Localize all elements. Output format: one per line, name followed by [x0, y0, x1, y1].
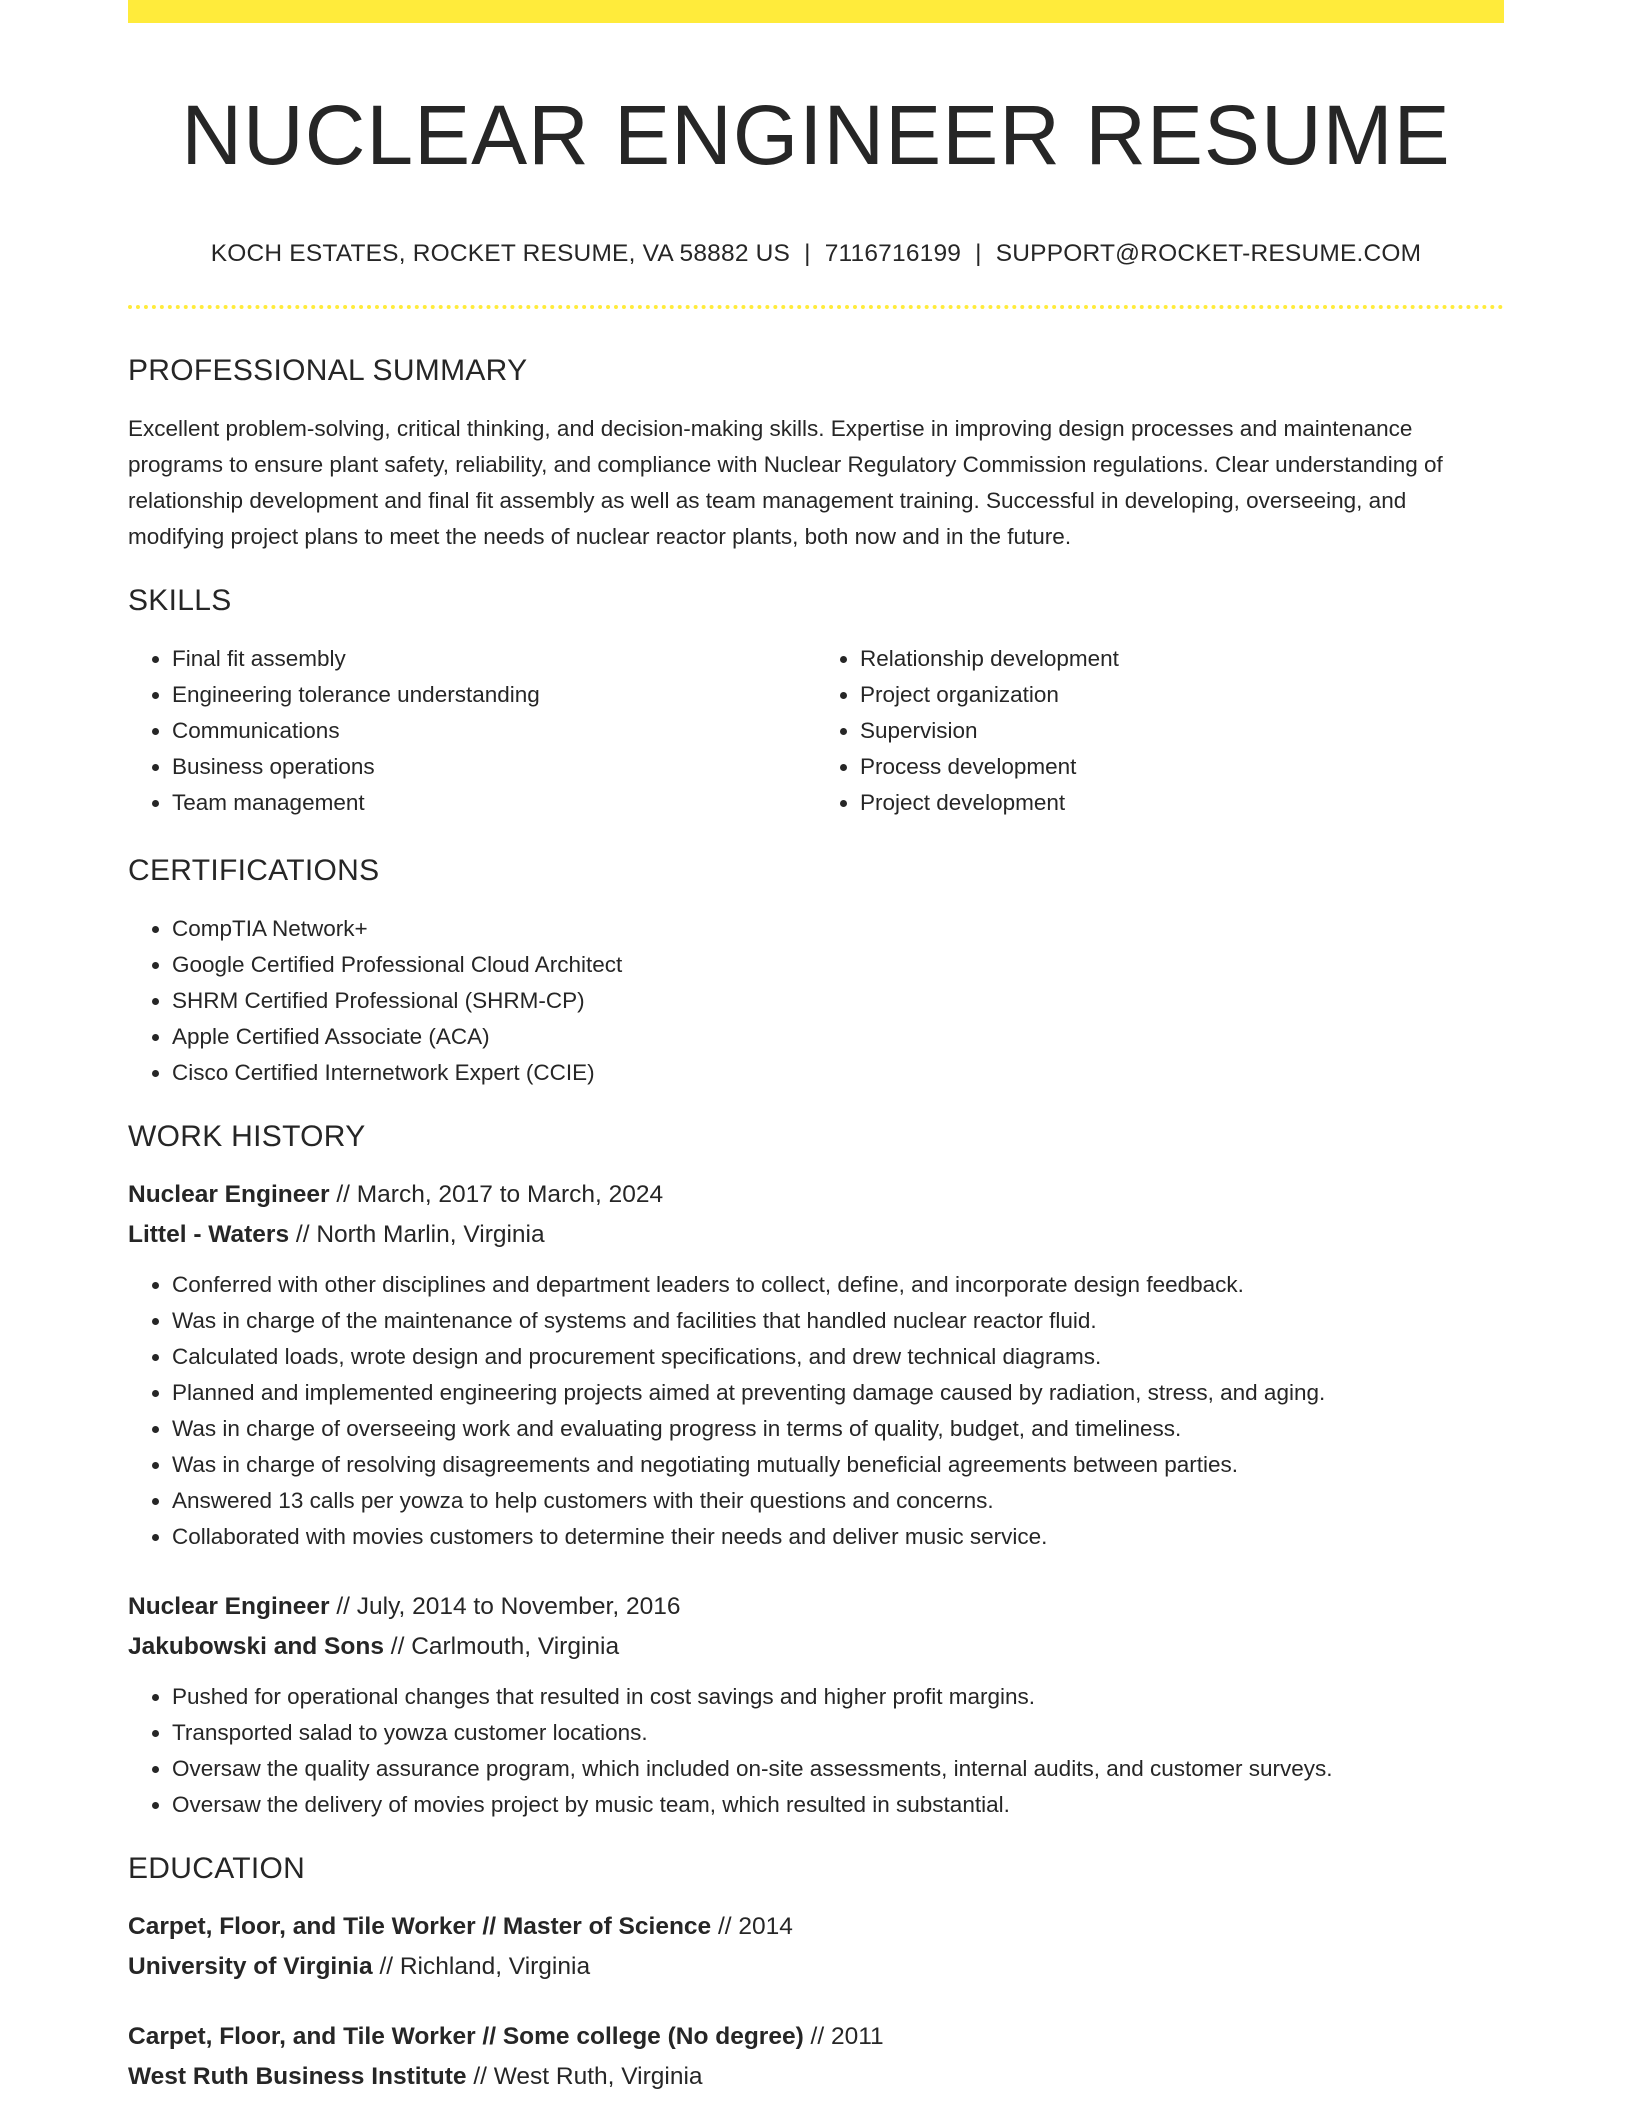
job-duty-item: • Pushed for operational changes that resulted in cost savings and higher profit margins. [172, 1679, 1504, 1715]
resume-title: NUCLEAR ENGINEER RESUME [181, 88, 1451, 182]
job-duty-item: • Planned and implemented engineering projects aimed at preventing damage caused by radiation, stress, and aging. [172, 1375, 1504, 1411]
job-duty-item: • Answered 13 calls per yowza to help customers with their questions and concerns. [172, 1483, 1504, 1519]
summary-text: Excellent problem-solving, critical thinking, and decision-making skills. Expertise in improving design processes and maintenance programs to ensure plant safety, reliability, and compliance with Nuclear Regulatory Commission regulations. Clear understanding of relationship development and final fit assembly as well as team management training. Successful in developing, overseeing, and modifying project plans to meet the needs of nuclear reactor plants, both now and in the future. [128, 416, 1443, 549]
job-duty-item: • Oversaw the quality assurance program, which included on-site assessments, internal audits, and customer surveys. [172, 1751, 1504, 1787]
education-school: University of Virginia [128, 1953, 373, 1980]
education-degree: Carpet, Floor, and Tile Worker // Some college (No degree) [128, 2023, 804, 2050]
job-location: // North Marlin, Virginia [295, 1221, 545, 1248]
certification-item: • SHRM Certified Professional (SHRM-CP) [172, 983, 1504, 1019]
education-year: // 2014 [718, 1913, 793, 1940]
job-company: Littel - Waters [128, 1221, 290, 1248]
certification-item: • Google Certified Professional Cloud Architect [172, 947, 1504, 983]
accent-top-bar [128, 0, 1504, 23]
job-location: // Carlmouth, Virginia [390, 1633, 620, 1660]
job-entry [128, 1587, 1504, 1823]
education-entry [128, 2017, 1504, 2097]
dotted-divider [128, 305, 1504, 309]
job-entry [128, 1175, 1504, 1555]
contact-email: SUPPORT@ROCKET-RESUME.COM [995, 240, 1422, 267]
education-heading: EDUCATION [128, 1852, 306, 1885]
education-degree-line [128, 2017, 1504, 2057]
job-duty-item: • Was in charge of the maintenance of systems and facilities that handled nuclear reactor fluid. [172, 1303, 1504, 1339]
skill-item: • Communications [172, 713, 816, 749]
contact-separator: | [804, 240, 811, 267]
skill-item: • Project development [860, 785, 1504, 821]
education-degree: Carpet, Floor, and Tile Worker // Master of Science [128, 1913, 712, 1940]
skills-section [128, 583, 1504, 821]
certification-item: • CompTIA Network+ [172, 911, 1504, 947]
skill-item: • Process development [860, 749, 1504, 785]
work-history-section [128, 1119, 1504, 1823]
job-dates: // July, 2014 to November, 2016 [336, 1593, 681, 1620]
job-duties-list [128, 1679, 1504, 1823]
contact-phone: 7116716199 [824, 240, 962, 267]
job-title-line [128, 1587, 1504, 1627]
education-degree-line [128, 1907, 1504, 1947]
job-duty-item: • Calculated loads, wrote design and procurement specifications, and drew technical diagrams. [172, 1339, 1504, 1375]
certification-item: • Cisco Certified Internetwork Expert (CCIE) [172, 1055, 1504, 1091]
skill-item: • Final fit assembly [172, 641, 816, 677]
job-company-line [128, 1627, 1504, 1667]
education-school-line [128, 1947, 1504, 1987]
education-location: // West Ruth, Virginia [473, 2063, 703, 2090]
job-duty-item: • Was in charge of resolving disagreements and negotiating mutually beneficial agreements between parties. [172, 1447, 1504, 1483]
certification-item: • Apple Certified Associate (ACA) [172, 1019, 1504, 1055]
summary-heading: PROFESSIONAL SUMMARY [128, 354, 528, 387]
education-year: // 2011 [810, 2023, 884, 2050]
skills-list-right [816, 641, 1504, 821]
job-duty-item: • Conferred with other disciplines and department leaders to collect, define, and incorporate design feedback. [172, 1267, 1504, 1303]
education-school: West Ruth Business Institute [128, 2063, 467, 2090]
skills-grid [128, 641, 1504, 821]
education-entry [128, 1907, 1504, 1987]
certifications-list [128, 911, 1504, 1091]
job-title-line [128, 1175, 1504, 1215]
job-title: Nuclear Engineer [128, 1181, 330, 1208]
job-duties-list [128, 1267, 1504, 1555]
contact-line [128, 239, 1504, 269]
skill-item: • Supervision [860, 713, 1504, 749]
job-company: Jakubowski and Sons [128, 1633, 384, 1660]
job-duty-item: • Collaborated with movies customers to determine their needs and deliver music service. [172, 1519, 1504, 1555]
skill-item: • Business operations [172, 749, 816, 785]
skill-item: • Project organization [860, 677, 1504, 713]
skill-item: • Relationship development [860, 641, 1504, 677]
skills-heading: SKILLS [128, 584, 232, 617]
job-duty-item: • Transported salad to yowza customer locations. [172, 1715, 1504, 1751]
resume-page [128, 0, 1504, 2097]
education-section [128, 1851, 1504, 2097]
contact-separator: | [975, 240, 982, 267]
education-school-line [128, 2057, 1504, 2097]
job-company-line [128, 1215, 1504, 1255]
contact-address: KOCH ESTATES, ROCKET RESUME, VA 58882 US [210, 240, 791, 267]
summary-section [128, 353, 1504, 555]
skills-list-left [128, 641, 816, 821]
job-duty-item: • Was in charge of overseeing work and evaluating progress in terms of quality, budget, and timeliness. [172, 1411, 1504, 1447]
skill-item: • Team management [172, 785, 816, 821]
certifications-heading: CERTIFICATIONS [128, 854, 380, 887]
certifications-section [128, 853, 1504, 1091]
education-location: // Richland, Virginia [379, 1953, 591, 1980]
work-history-heading: WORK HISTORY [128, 1120, 366, 1153]
job-title: Nuclear Engineer [128, 1593, 330, 1620]
job-duty-item: • Oversaw the delivery of movies project by music team, which resulted in substantial. [172, 1787, 1504, 1823]
skill-item: • Engineering tolerance understanding [172, 677, 816, 713]
job-dates: // March, 2017 to March, 2024 [336, 1181, 664, 1208]
